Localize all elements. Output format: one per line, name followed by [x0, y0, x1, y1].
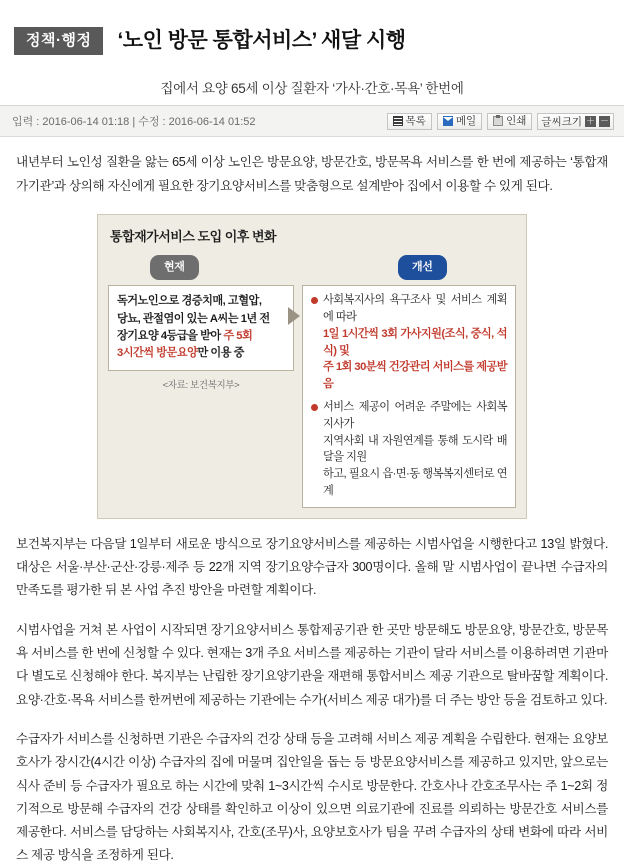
bullet-dot-icon: [311, 404, 318, 411]
improved-bullet: [311, 399, 507, 500]
font-size-increase-button[interactable]: ＋: [585, 115, 595, 126]
improved-b2-line1: 서비스 제공이 어려운 주말에는 사회복지사가: [323, 401, 507, 430]
subheadline: 집에서 요양 65세 이상 질환자 ‘가사·간호·목욕’ 한번에: [160, 81, 464, 97]
improved-b2-line3: 하고, 필요시 읍·면·동 행복복지센터로 연계: [323, 468, 507, 498]
font-size-control[interactable]: [537, 113, 614, 130]
current-highlight-1: 주 5회: [223, 330, 253, 343]
current-line-2: 당뇨, 관절염이 있는 A씨는 1년 전: [117, 312, 270, 325]
article-tools: [387, 113, 614, 130]
improved-b1-line3: 주 1회 30분씩 건강관리 서비스를 제공받음: [323, 361, 507, 391]
arrow-right-icon: [288, 307, 300, 325]
font-size-label: 글씨크기: [541, 115, 582, 128]
article-paragraph: 보건복지부는 다음달 1일부터 새로운 방식으로 장기요양서비스를 제공하는 시범사업을 시행한다고 13일 밝혔다. 대상은 서울·부산·군산·강릉·제주 등 22개 지역 장기요양수급자 300명이다. 올해 말 시범사업이 끝나면 수급자의 만족도를 평가한 뒤 본 사업 추진 방안을 마련할 계획이다.: [16, 536, 608, 598]
list-button[interactable]: [387, 113, 432, 130]
article-body: [0, 137, 624, 867]
improved-b1-line2: 1일 1시간씩 3회 가사지원(조식, 중식, 석식) 및: [323, 327, 507, 357]
print-button-label: 인쇄: [506, 115, 527, 128]
current-highlight-2: 3시간씩 방문요양: [117, 347, 198, 360]
page-title: ‘노인 방문 통합서비스’ 새달 시행: [117, 29, 406, 53]
improved-badge: 개선: [398, 255, 447, 280]
improved-bullet: [311, 292, 507, 393]
headline-row: [14, 14, 610, 67]
infographic-figure: [16, 214, 608, 519]
font-size-decrease-button[interactable]: －: [599, 115, 609, 126]
current-line-1: 독거노인으로 경증치매, 고혈압,: [117, 295, 262, 308]
print-button[interactable]: [487, 113, 532, 130]
improved-bullet-text: [323, 292, 507, 393]
article-paragraph: 내년부터 노인성 질환을 앓는 65세 이상 노인은 방문요양, 방문간호, 방문목욕 서비스를 한 번에 제공하는 ‘통합재가기관’과 상의해 자신에게 필요한 장기요양서비스를 맞춤형으로 설계받아 집에서 이용할 수 있게 된다.: [16, 155, 608, 193]
mail-icon: [443, 116, 453, 126]
infographic-columns: [108, 255, 516, 508]
infographic-current-column: [108, 255, 294, 394]
mail-button[interactable]: [437, 113, 482, 130]
improved-bullet-text: [323, 399, 507, 500]
current-description: [108, 285, 294, 370]
infographic: [97, 214, 527, 519]
infographic-title: 통합재가서비스 도입 이후 변화: [110, 228, 277, 244]
print-icon: [493, 116, 503, 126]
article-paragraph: 시범사업을 거쳐 본 사업이 시작되면 장기요양서비스 통합제공기관 한 곳만 방문해도 방문요양, 방문간호, 방문목욕 서비스를 한 번에 신청할 수 있다. 현재는 3개 주요 서비스를 제공하는 기관이 달라 서비스를 이용하려면 기관마다 별도로 신청해야 한다. 복지부는 난립한 장기요양기관을 재편해 통합서비스 제공 기관으로 탈바꿈할 계획이다. 요양·간호·목욕 서비스를 한꺼번에 제공하는 기관에는 수가(서비스 제공 대가)를 더 주는 방안 등을 검토하고 있다.: [16, 622, 608, 707]
infographic-source: <자료: 보건복지부>: [162, 379, 240, 391]
improved-b1-line1: 사회복지사의 욕구조사 및 서비스 계획에 따라: [323, 294, 507, 324]
meta-bar: [0, 106, 624, 137]
list-button-label: 목록: [405, 115, 426, 128]
current-line-4: 만 이용 중: [197, 347, 244, 360]
improved-b2-line2: 지역사회 내 자원연계를 통해 도시락 배달을 지원: [323, 434, 507, 464]
bullet-dot-icon: [311, 297, 318, 304]
infographic-improved-column: [302, 255, 516, 508]
article-paragraph: 수급자가 서비스를 신청하면 기관은 수급자의 건강 상태 등을 고려해 서비스 제공 계획을 수립한다. 현재는 요양보호사가 장시간(4시간 이상) 수급자의 집에 머물며 집안일을 돕는 등 방문요양서비스를 제공하고 있지만, 앞으로는 식사 준비 등 수급자가 필요로 하는 시간에 맞춰 1~3시간씩 수시로 방문한다. 간호사나 간호조무사는 주 1~2회 정기적으로 방문해 수급자의 건강 상태를 확인하고 이상이 있으면 의료기관에 진료를 의뢰하는 방문간호 서비스를 제공한다. 서비스를 담당하는 사회복지사, 간호(조무)사, 요양보호사가 팀을 꾸려 수급자의 상태 변화에 따라 서비스 제공 방식을 조정하게 된다.: [16, 731, 608, 863]
current-badge: 현재: [150, 255, 199, 280]
category-tag[interactable]: 정책·행정: [14, 27, 103, 55]
article-header: [0, 0, 624, 106]
current-line-3: 장기요양 4등급을 받아: [117, 330, 224, 343]
list-icon: [393, 116, 403, 126]
article-timestamps: 입력 : 2016-06-14 01:18 | 수정 : 2016-06-14 01:52: [12, 116, 256, 129]
improved-description: [302, 285, 516, 508]
mail-button-label: 메일: [455, 115, 477, 128]
